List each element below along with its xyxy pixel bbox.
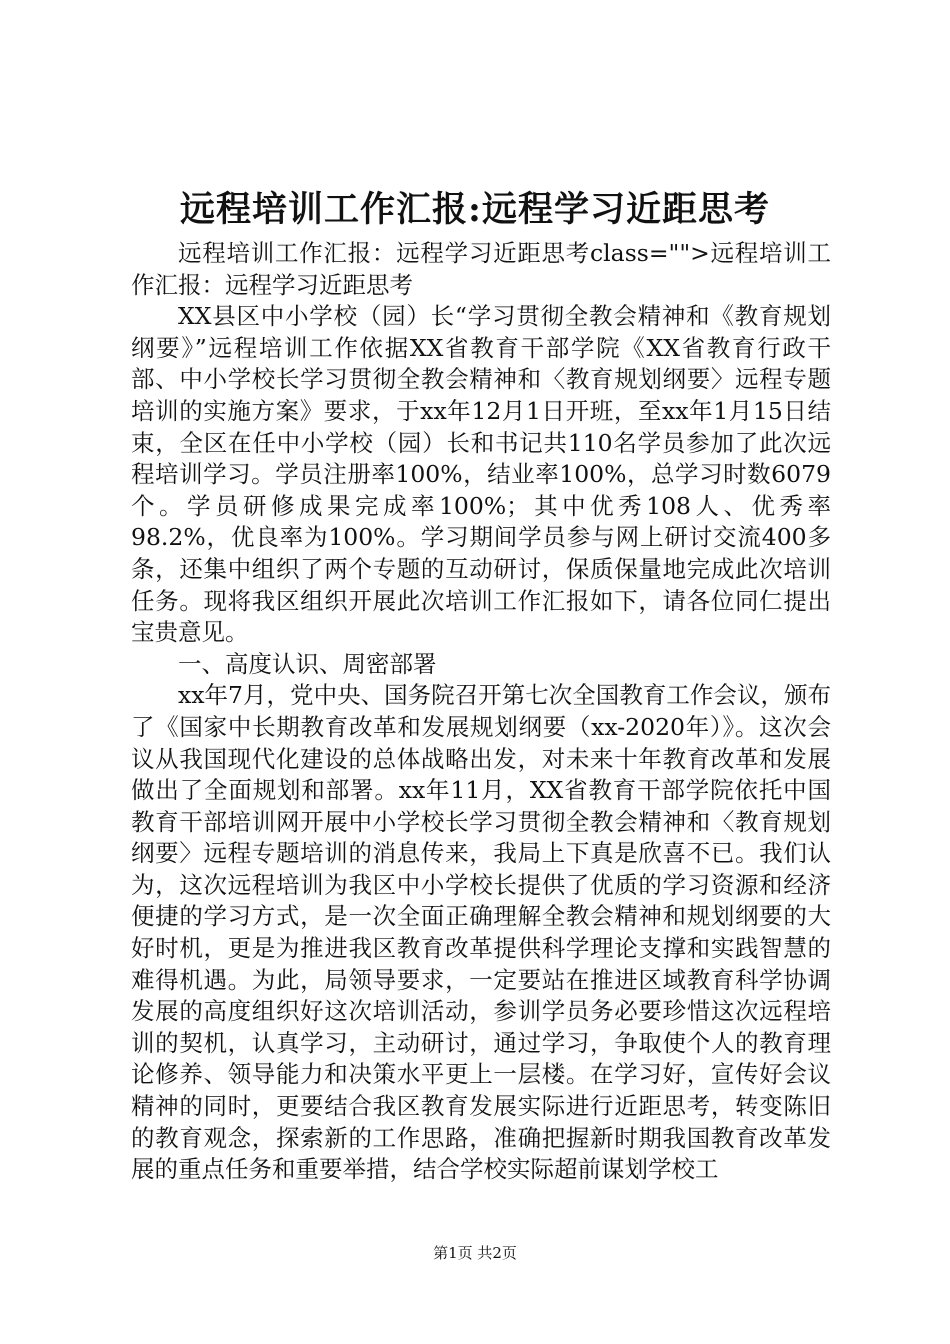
paragraph-section-one: xx年7月，党中央、国务院召开第七次全国教育工作会议，颁布了《国家中长期教育改革和发展规划纲要（xx-2020年）》。这次会议从我国现代化建设的总体战略出发，对未来十年教育改革和发展做出了全面规划和部署。xx年11月，XX省教育干部学院依托中国教育干部培训网开展中小学校长学习贯彻全教会精神和〈教育规划纲要〉远程专题培训的消息传来，我局上下真是欣喜不已。我们认为，这次远程培训为我区中小学校长提供了优质的学习资源和经济便捷的学习方式，是一次全面正确理解全教会精神和规划纲要的大好时机，更是为推进我区教育改革提供科学理论支撑和实践智慧的难得机遇。为此，局领导要求，一定要站在推进区域教育科学协调发展的高度组织好这次培训活动，参训学员务必要珍惜这次远程培训的契机，认真学习，主动研讨，通过学习，争取使个人的教育理论修养、领导能力和决策水平更上一层楼。在学习好，宣传好会议精神的同时，更要结合我区教育发展实际进行近距思考，转变陈旧的教育观念，探索新的工作思路，准确把握新时期我国教育改革发展的重点任务和重要举措，结合学校实际超前谋划学校工	[131, 681, 831, 1184]
document-body	[131, 238, 831, 1186]
paragraph-intro: 远程培训工作汇报：远程学习近距思考class="">远程培训工作汇报：远程学习近距思考	[131, 239, 831, 299]
paragraph-summary: XX县区中小学校（园）长“学习贯彻全教会精神和《教育规划纲要》”远程培训工作依据XX省教育干部学院《XX省教育行政干部、中小学校长学习贯彻全教会精神和〈教育规划纲要〉远程专题培训的实施方案》要求，于xx年12月1日开班，至xx年1月15日结束，全区在任中小学校（园）长和书记共110名学员参加了此次远程培训学习。学员注册率100%，结业率100%，总学习时数6079个。学员研修成果完成率100%；其中优秀108人、优秀率98.2%，优良率为100%。学习期间学员参与网上研讨交流400多条，还集中组织了两个专题的互动研讨，保质保量地完成此次培训任务。现将我区组织开展此次培训工作汇报如下，请各位同仁提出宝贵意见。	[131, 302, 831, 647]
page-footer: 第1页 共2页	[433, 1244, 517, 1262]
document-title: 远程培训工作汇报:远程学习近距思考	[180, 189, 770, 230]
section-heading: 一、高度认识、周密部署	[178, 649, 437, 678]
